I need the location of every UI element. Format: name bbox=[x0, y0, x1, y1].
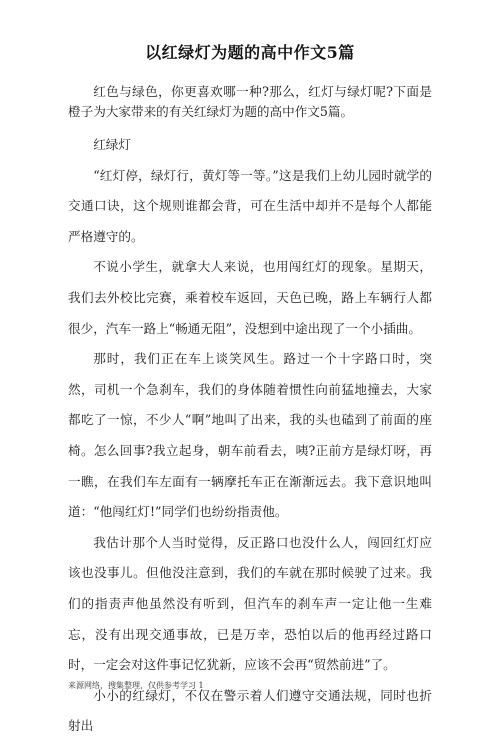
intro-paragraph: 红色与绿色，你更喜欢哪一种?那么，红灯与绿灯呢?下面是橙子为大家带来的有关红绿灯为题的高中作文5篇。 bbox=[68, 84, 432, 119]
body-paragraph: 那时，我们正在车上谈笑风生。路过一个十字路口时，突然，司机一个急刹车，我们的身体随着惯性向前猛地撞去，大家都吃了一惊，不少人“啊”地叫了出来，我的头也磕到了前面的座椅。怎么回事?我立起身，朝车前看去，咦?正前方是绿灯呀，再一瞧，在我们车左面有一辆摩托车正在渐渐远去。我下意识地叫道：“他闯红灯!”同学们也纷纷指责他。 bbox=[68, 351, 432, 520]
essay-subheading: 红绿灯 bbox=[93, 137, 131, 152]
page-footer: 来源网络，搜集整理，仅供参考学习 1 bbox=[68, 681, 204, 690]
body-paragraph: 小小的红绿灯，不仅在警示着人们遵守交通法规，同时也折射出 bbox=[68, 687, 432, 734]
body-paragraph: 不说小学生，就拿大人来说，也用闯红灯的现象。星期天，我们去外校比完赛，乘着校车返回，天色已晚，路上车辆行人都很少，汽车一路上“畅通无阻”，没想到中途出现了一个小插曲。 bbox=[68, 259, 432, 336]
document-title: 以红绿灯为题的高中作文5篇 bbox=[145, 43, 355, 62]
document-body bbox=[68, 82, 432, 742]
body-paragraph: “红灯停，绿灯行，黄灯等一等。”这是我们上幼儿园时就学的交通口诀，这个规则谁都会背，可在生活中却并不是每个人都能严格遵守的。 bbox=[68, 167, 432, 244]
body-paragraph: 我估计那个人当时觉得，反正路口也没什么人，闯回红灯应该也没事儿。但他没注意到，我们的车就在那时候驶了过来。我们的指责声他虽然没有听到，但汽车的刹车声一定让他一生难忘，没有出现交通事故，已是万幸，恐怕以后的他再经过路口时，一定会对这件事记忆犹新，应该不会再“贸然前进”了。 bbox=[68, 534, 432, 673]
